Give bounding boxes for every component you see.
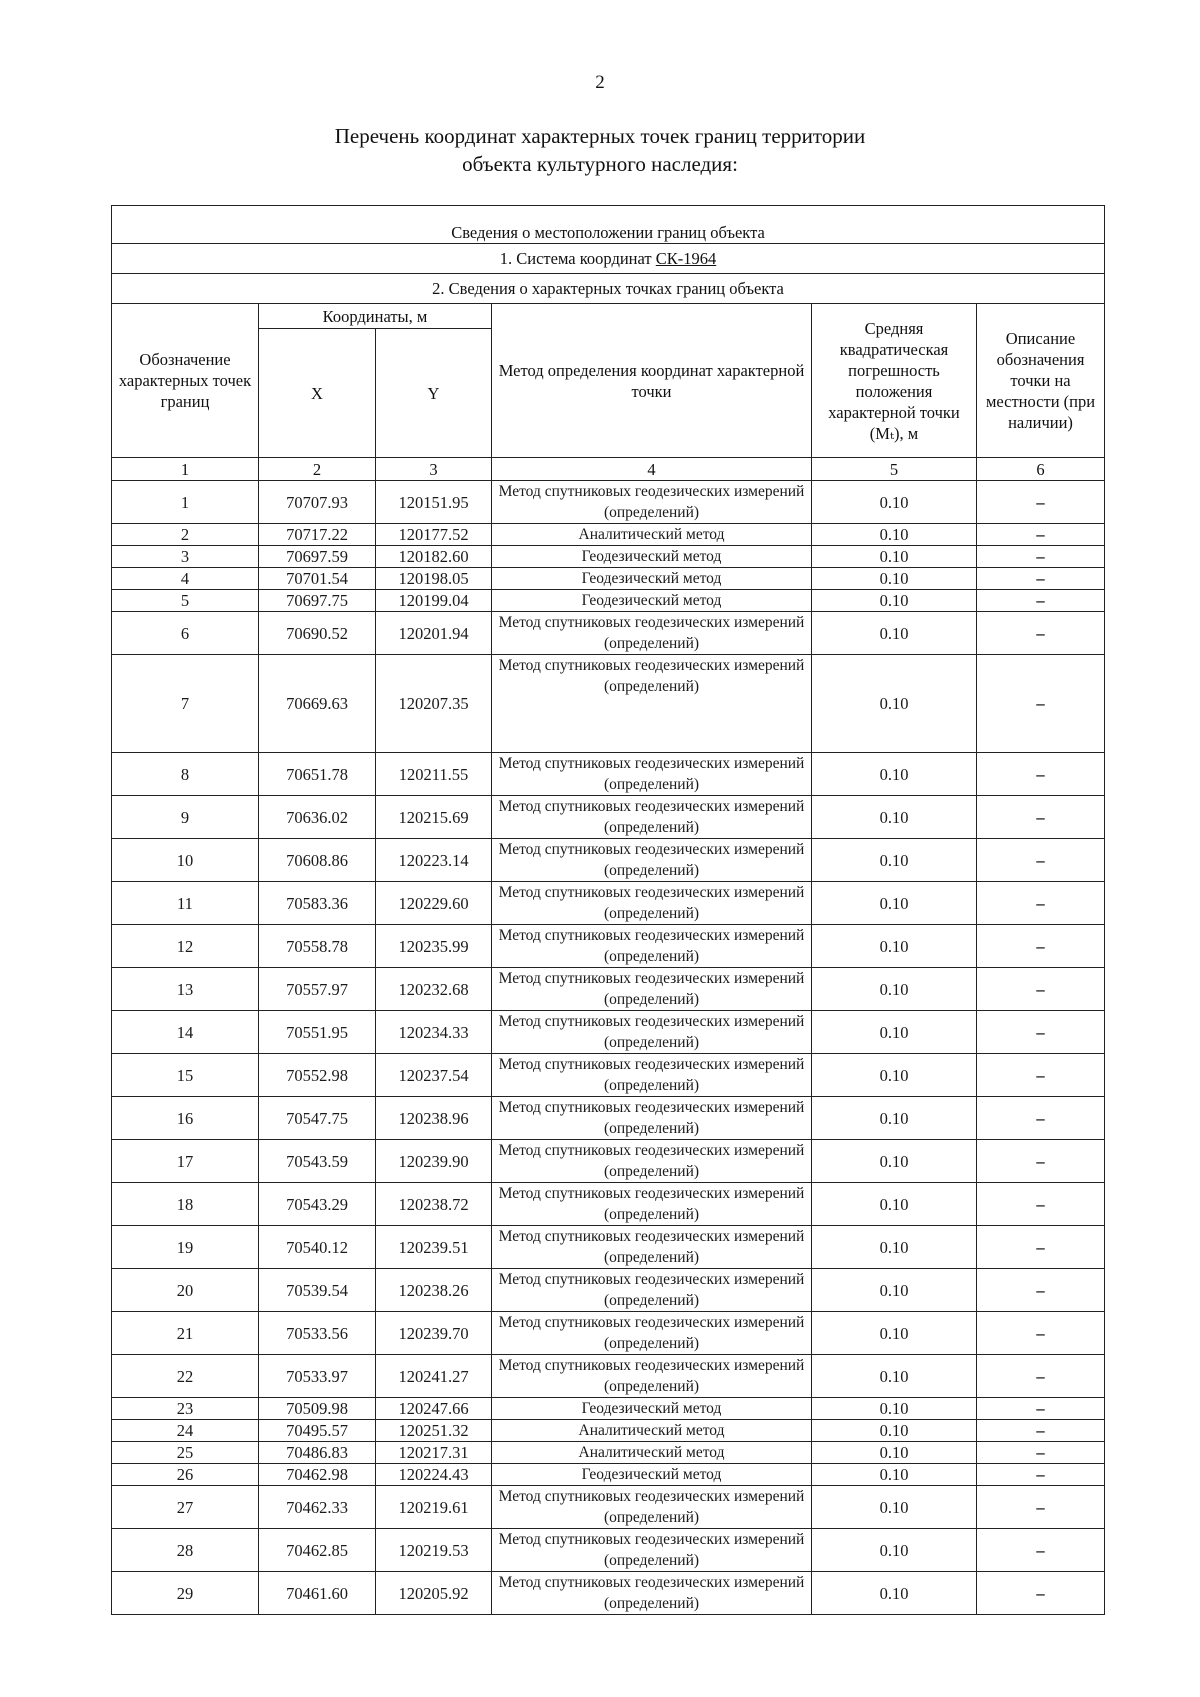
point-number: 7 <box>112 655 259 753</box>
coordinate-x: 70495.57 <box>259 1420 376 1442</box>
point-number: 6 <box>112 612 259 655</box>
table-row <box>112 568 1105 590</box>
coordinates-table <box>111 205 1105 1615</box>
accuracy-cell: 0.10 <box>812 1054 977 1097</box>
method-cell: Геодезический метод <box>492 1464 812 1486</box>
accuracy-cell: 0.10 <box>812 1464 977 1486</box>
coordinate-x: 70707.93 <box>259 481 376 524</box>
coordinate-x: 70701.54 <box>259 568 376 590</box>
accuracy-cell: 0.10 <box>812 1420 977 1442</box>
table-row <box>112 1442 1105 1464</box>
method-cell: Метод спутниковых геодезических измерений (определений) <box>492 839 812 882</box>
point-number: 9 <box>112 796 259 839</box>
method-cell: Метод спутниковых геодезических измерений (определений) <box>492 1140 812 1183</box>
table-row <box>112 1572 1105 1615</box>
description-cell: – <box>977 1420 1105 1442</box>
coordinate-x: 70651.78 <box>259 753 376 796</box>
coordinate-x: 70461.60 <box>259 1572 376 1615</box>
coordinate-y: 120241.27 <box>376 1355 492 1398</box>
point-number: 23 <box>112 1398 259 1420</box>
point-number: 18 <box>112 1183 259 1226</box>
description-cell: – <box>977 839 1105 882</box>
coordinate-x: 70486.83 <box>259 1442 376 1464</box>
coordinate-y: 120199.04 <box>376 590 492 612</box>
accuracy-cell: 0.10 <box>812 481 977 524</box>
coordinate-x: 70697.59 <box>259 546 376 568</box>
coordinate-y: 120151.95 <box>376 481 492 524</box>
accuracy-cell: 0.10 <box>812 546 977 568</box>
accuracy-cell: 0.10 <box>812 1269 977 1312</box>
coordinate-x: 70717.22 <box>259 524 376 546</box>
point-number: 2 <box>112 524 259 546</box>
coordinate-x: 70690.52 <box>259 612 376 655</box>
column-number: 4 <box>492 458 812 481</box>
description-cell: – <box>977 1464 1105 1486</box>
method-cell: Геодезический метод <box>492 1398 812 1420</box>
coordinate-y: 120247.66 <box>376 1398 492 1420</box>
table-row <box>112 481 1105 524</box>
coordinate-x: 70552.98 <box>259 1054 376 1097</box>
method-cell: Метод спутниковых геодезических измерений (определений) <box>492 1097 812 1140</box>
document-title <box>200 122 1000 178</box>
description-cell: – <box>977 1572 1105 1615</box>
coordinate-x: 70608.86 <box>259 839 376 882</box>
method-cell: Метод спутниковых геодезических измерений (определений) <box>492 481 812 524</box>
coordinate-x: 70462.98 <box>259 1464 376 1486</box>
table-row <box>112 882 1105 925</box>
coordinate-y: 120211.55 <box>376 753 492 796</box>
point-number: 22 <box>112 1355 259 1398</box>
description-cell: – <box>977 612 1105 655</box>
method-cell: Геодезический метод <box>492 590 812 612</box>
description-cell: – <box>977 1486 1105 1529</box>
description-cell: – <box>977 925 1105 968</box>
table-row <box>112 1183 1105 1226</box>
table-row <box>112 1464 1105 1486</box>
method-cell: Метод спутниковых геодезических измерений (определений) <box>492 612 812 655</box>
coordinate-x: 70543.29 <box>259 1183 376 1226</box>
accuracy-cell: 0.10 <box>812 612 977 655</box>
coordinate-x: 70557.97 <box>259 968 376 1011</box>
coordinate-x: 70533.97 <box>259 1355 376 1398</box>
coordinate-x: 70547.75 <box>259 1097 376 1140</box>
accuracy-cell: 0.10 <box>812 1486 977 1529</box>
point-number: 21 <box>112 1312 259 1355</box>
point-number: 12 <box>112 925 259 968</box>
coordinate-y: 120177.52 <box>376 524 492 546</box>
table-row <box>112 1226 1105 1269</box>
accuracy-cell: 0.10 <box>812 1312 977 1355</box>
header-description: Описание обозначения точки на местности (при наличии) <box>977 304 1105 458</box>
header-x: X <box>259 329 376 458</box>
point-number: 4 <box>112 568 259 590</box>
method-cell: Метод спутниковых геодезических измерений (определений) <box>492 1183 812 1226</box>
description-cell: – <box>977 568 1105 590</box>
coordinate-y: 120223.14 <box>376 839 492 882</box>
table-row <box>112 1140 1105 1183</box>
table-row <box>112 546 1105 568</box>
description-cell: – <box>977 1398 1105 1420</box>
description-cell: – <box>977 1312 1105 1355</box>
title-line-1: Перечень координат характерных точек границ территории <box>334 124 866 148</box>
point-number: 19 <box>112 1226 259 1269</box>
method-cell: Метод спутниковых геодезических измерений (определений) <box>492 1226 812 1269</box>
header-method: Метод определения координат характерной точки <box>492 304 812 458</box>
method-cell: Геодезический метод <box>492 568 812 590</box>
table-row <box>112 524 1105 546</box>
title-line-2: объекта культурного наследия: <box>462 152 738 176</box>
coordinate-system-value: СК-1964 <box>655 249 717 268</box>
coordinate-x: 70533.56 <box>259 1312 376 1355</box>
table-row <box>112 1054 1105 1097</box>
description-cell: – <box>977 590 1105 612</box>
coordinate-y: 120224.43 <box>376 1464 492 1486</box>
method-cell: Метод спутниковых геодезических измерений (определений) <box>492 655 812 753</box>
table-row <box>112 1420 1105 1442</box>
method-cell: Метод спутниковых геодезических измерений (определений) <box>492 1572 812 1615</box>
table-caption: Сведения о местоположении границ объекта <box>112 206 1105 244</box>
table-row <box>112 753 1105 796</box>
method-cell: Метод спутниковых геодезических измерений (определений) <box>492 968 812 1011</box>
description-cell: – <box>977 1140 1105 1183</box>
point-number: 5 <box>112 590 259 612</box>
description-cell: – <box>977 524 1105 546</box>
column-number: 1 <box>112 458 259 481</box>
point-number: 29 <box>112 1572 259 1615</box>
header-coordinates: Координаты, м <box>259 304 492 329</box>
coordinate-x: 70462.33 <box>259 1486 376 1529</box>
table-row <box>112 1269 1105 1312</box>
header-designation: Обозначение характерных точек границ <box>112 304 259 458</box>
description-cell: – <box>977 1269 1105 1312</box>
coordinate-x: 70558.78 <box>259 925 376 968</box>
method-cell: Аналитический метод <box>492 524 812 546</box>
coordinate-y: 120239.70 <box>376 1312 492 1355</box>
table-row <box>112 796 1105 839</box>
accuracy-cell: 0.10 <box>812 1355 977 1398</box>
coordinate-x: 70540.12 <box>259 1226 376 1269</box>
point-number: 3 <box>112 546 259 568</box>
description-cell: – <box>977 796 1105 839</box>
point-number: 14 <box>112 1011 259 1054</box>
accuracy-cell: 0.10 <box>812 1529 977 1572</box>
accuracy-cell: 0.10 <box>812 753 977 796</box>
accuracy-cell: 0.10 <box>812 925 977 968</box>
description-cell: – <box>977 1054 1105 1097</box>
accuracy-cell: 0.10 <box>812 1398 977 1420</box>
description-cell: – <box>977 481 1105 524</box>
column-number: 5 <box>812 458 977 481</box>
coordinate-y: 120238.96 <box>376 1097 492 1140</box>
accuracy-cell: 0.10 <box>812 524 977 546</box>
coordinate-x: 70462.85 <box>259 1529 376 1572</box>
coordinate-y: 120251.32 <box>376 1420 492 1442</box>
accuracy-cell: 0.10 <box>812 1140 977 1183</box>
coordinate-x: 70543.59 <box>259 1140 376 1183</box>
table-row <box>112 1011 1105 1054</box>
coordinate-x: 70669.63 <box>259 655 376 753</box>
column-number: 6 <box>977 458 1105 481</box>
table-row <box>112 655 1105 753</box>
coordinate-x: 70697.75 <box>259 590 376 612</box>
coordinate-x: 70583.36 <box>259 882 376 925</box>
description-cell: – <box>977 1442 1105 1464</box>
accuracy-cell: 0.10 <box>812 968 977 1011</box>
coordinate-x: 70539.54 <box>259 1269 376 1312</box>
header-y: Y <box>376 329 492 458</box>
accuracy-cell: 0.10 <box>812 590 977 612</box>
point-number: 10 <box>112 839 259 882</box>
coordinate-y: 120229.60 <box>376 882 492 925</box>
accuracy-cell: 0.10 <box>812 1097 977 1140</box>
coordinate-y: 120217.31 <box>376 1442 492 1464</box>
point-number: 13 <box>112 968 259 1011</box>
coordinate-y: 120235.99 <box>376 925 492 968</box>
coordinate-system-label: 1. Система координат <box>499 249 652 268</box>
method-cell: Метод спутниковых геодезических измерений (определений) <box>492 1529 812 1572</box>
coordinate-y: 120219.53 <box>376 1529 492 1572</box>
point-number: 28 <box>112 1529 259 1572</box>
point-number: 24 <box>112 1420 259 1442</box>
description-cell: – <box>977 1011 1105 1054</box>
method-cell: Метод спутниковых геодезических измерений (определений) <box>492 1054 812 1097</box>
description-cell: – <box>977 1226 1105 1269</box>
accuracy-cell: 0.10 <box>812 568 977 590</box>
header-accuracy: Средняя квадратическая погрешность положения характерной точки (Mₜ), м <box>812 304 977 458</box>
accuracy-cell: 0.10 <box>812 882 977 925</box>
method-cell: Метод спутниковых геодезических измерений (определений) <box>492 1355 812 1398</box>
coordinate-x: 70509.98 <box>259 1398 376 1420</box>
coordinate-y: 120238.26 <box>376 1269 492 1312</box>
coordinate-y: 120234.33 <box>376 1011 492 1054</box>
accuracy-cell: 0.10 <box>812 1226 977 1269</box>
points-section-header: 2. Сведения о характерных точках границ объекта <box>112 274 1105 304</box>
table-row <box>112 1398 1105 1420</box>
table-row <box>112 925 1105 968</box>
point-number: 16 <box>112 1097 259 1140</box>
method-cell: Аналитический метод <box>492 1420 812 1442</box>
description-cell: – <box>977 1529 1105 1572</box>
coordinate-y: 120201.94 <box>376 612 492 655</box>
method-cell: Геодезический метод <box>492 546 812 568</box>
table-row <box>112 1529 1105 1572</box>
coordinate-system-row <box>112 244 1105 274</box>
point-number: 17 <box>112 1140 259 1183</box>
accuracy-cell: 0.10 <box>812 655 977 753</box>
point-number: 15 <box>112 1054 259 1097</box>
point-number: 8 <box>112 753 259 796</box>
column-number: 2 <box>259 458 376 481</box>
page-number: 2 <box>595 72 605 93</box>
coordinate-x: 70551.95 <box>259 1011 376 1054</box>
method-cell: Метод спутниковых геодезических измерений (определений) <box>492 925 812 968</box>
coordinate-y: 120238.72 <box>376 1183 492 1226</box>
method-cell: Метод спутниковых геодезических измерений (определений) <box>492 882 812 925</box>
point-number: 26 <box>112 1464 259 1486</box>
point-number: 25 <box>112 1442 259 1464</box>
coordinate-y: 120215.69 <box>376 796 492 839</box>
description-cell: – <box>977 655 1105 753</box>
coordinate-y: 120182.60 <box>376 546 492 568</box>
coordinate-y: 120207.35 <box>376 655 492 753</box>
point-number: 1 <box>112 481 259 524</box>
coordinate-y: 120219.61 <box>376 1486 492 1529</box>
method-cell: Аналитический метод <box>492 1442 812 1464</box>
accuracy-cell: 0.10 <box>812 1442 977 1464</box>
table-row <box>112 839 1105 882</box>
table-row <box>112 1355 1105 1398</box>
description-cell: – <box>977 882 1105 925</box>
column-number: 3 <box>376 458 492 481</box>
table-row <box>112 612 1105 655</box>
method-cell: Метод спутниковых геодезических измерений (определений) <box>492 1312 812 1355</box>
coordinate-y: 120205.92 <box>376 1572 492 1615</box>
coordinate-y: 120239.90 <box>376 1140 492 1183</box>
point-number: 20 <box>112 1269 259 1312</box>
method-cell: Метод спутниковых геодезических измерений (определений) <box>492 1486 812 1529</box>
description-cell: – <box>977 753 1105 796</box>
accuracy-cell: 0.10 <box>812 1572 977 1615</box>
coordinate-x: 70636.02 <box>259 796 376 839</box>
coordinate-y: 120232.68 <box>376 968 492 1011</box>
method-cell: Метод спутниковых геодезических измерений (определений) <box>492 796 812 839</box>
point-number: 27 <box>112 1486 259 1529</box>
table-row <box>112 1486 1105 1529</box>
table-row <box>112 968 1105 1011</box>
method-cell: Метод спутниковых геодезических измерений (определений) <box>492 1011 812 1054</box>
description-cell: – <box>977 546 1105 568</box>
coordinate-y: 120237.54 <box>376 1054 492 1097</box>
description-cell: – <box>977 1355 1105 1398</box>
column-numbers-row <box>112 458 1105 481</box>
table-row <box>112 1312 1105 1355</box>
accuracy-cell: 0.10 <box>812 839 977 882</box>
accuracy-cell: 0.10 <box>812 1183 977 1226</box>
coordinate-y: 120239.51 <box>376 1226 492 1269</box>
description-cell: – <box>977 968 1105 1011</box>
accuracy-cell: 0.10 <box>812 796 977 839</box>
point-number: 11 <box>112 882 259 925</box>
coordinate-y: 120198.05 <box>376 568 492 590</box>
table-row <box>112 590 1105 612</box>
accuracy-cell: 0.10 <box>812 1011 977 1054</box>
method-cell: Метод спутниковых геодезических измерений (определений) <box>492 1269 812 1312</box>
description-cell: – <box>977 1183 1105 1226</box>
table-row <box>112 1097 1105 1140</box>
description-cell: – <box>977 1097 1105 1140</box>
method-cell: Метод спутниковых геодезических измерений (определений) <box>492 753 812 796</box>
